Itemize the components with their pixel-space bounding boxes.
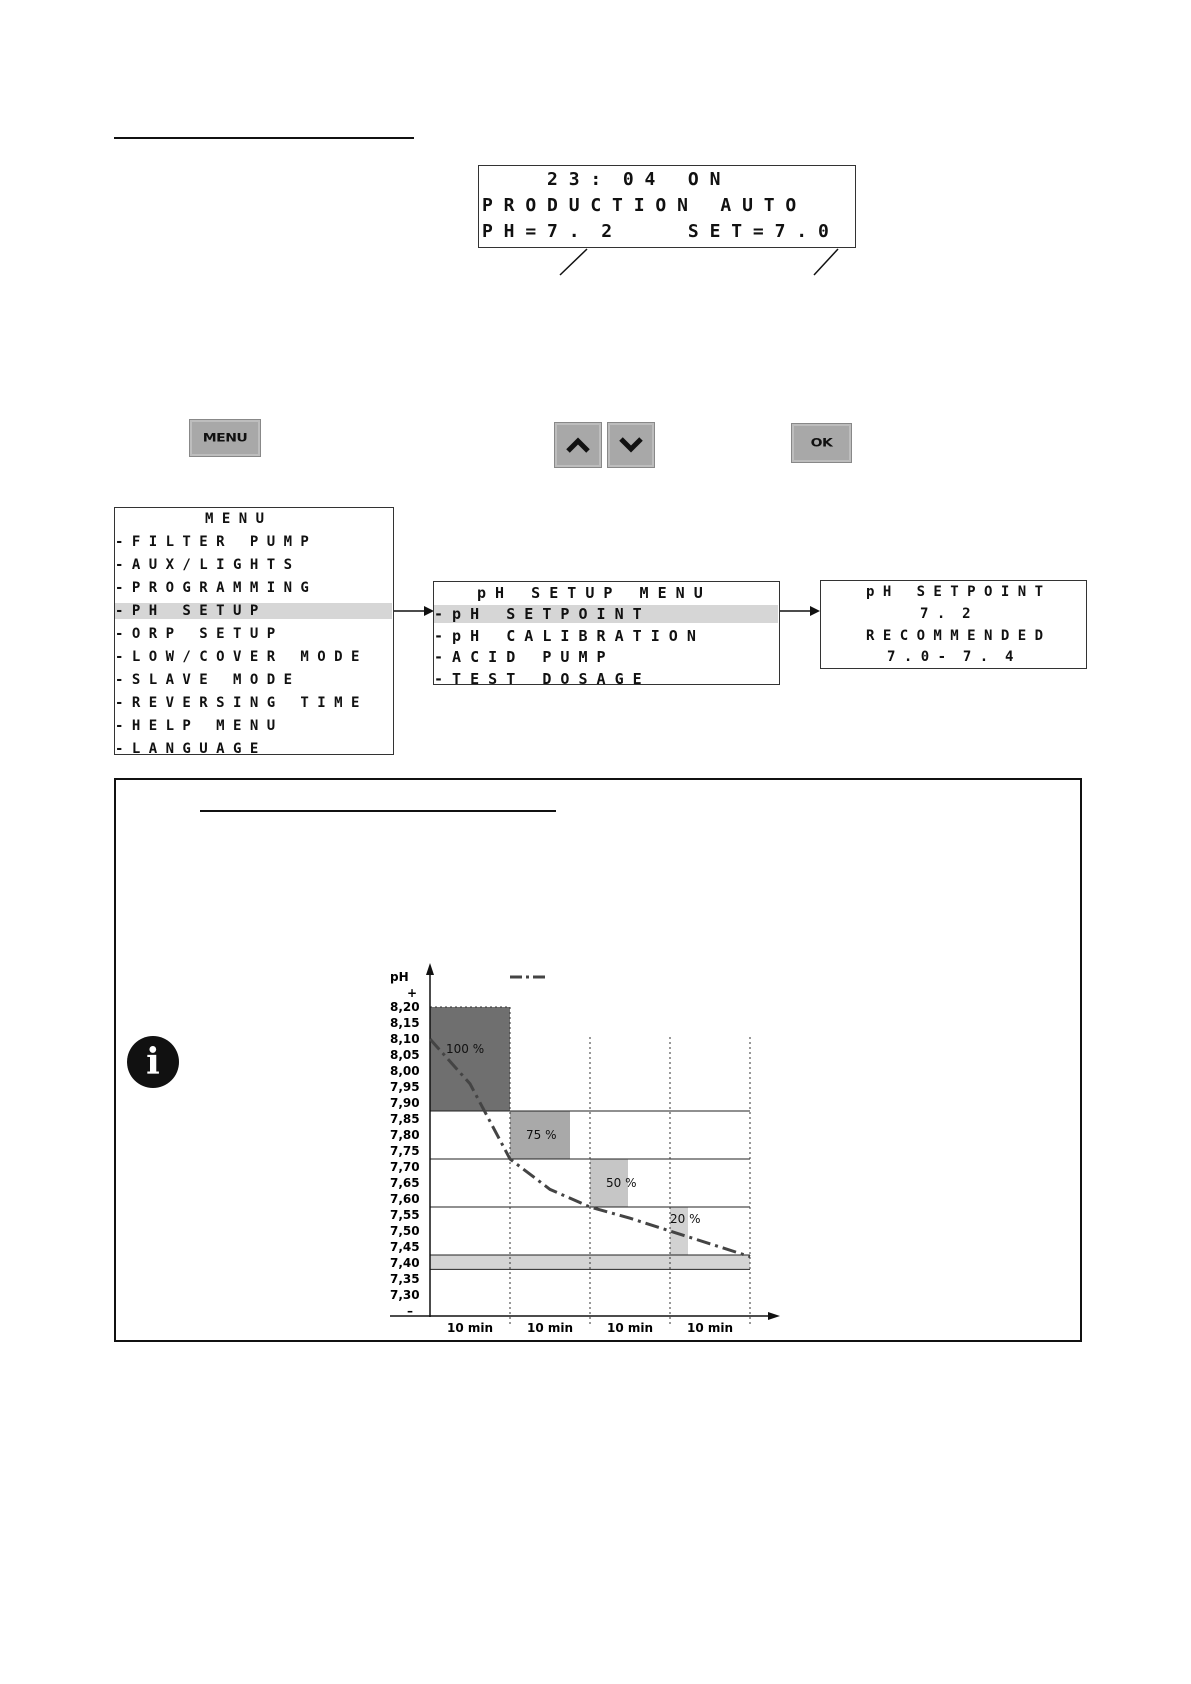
menu-button[interactable]: [189, 419, 261, 457]
menu-list-item[interactable]: - L O W / C O V E R M O D E: [115, 649, 360, 665]
ph-setup-list-item[interactable]: - A C I D P U M P: [434, 648, 606, 666]
y-tick-label: 7,35: [390, 1272, 420, 1286]
menu-list-item[interactable]: - L A N G U A G E: [115, 741, 259, 757]
down-button[interactable]: [607, 422, 655, 468]
y-tick-label: 7,85: [390, 1112, 420, 1126]
ph-setup-title: p H S E T U P M E N U: [477, 584, 703, 602]
y-axis-label: pH: [390, 970, 409, 984]
y-tick-label: 7,75: [390, 1144, 420, 1158]
menu-list-item[interactable]: - R E V E R S I N G T I M E: [115, 695, 360, 711]
y-tick-label: 8,20: [390, 1000, 420, 1014]
y-tick-label: 7,30: [390, 1288, 420, 1302]
chevron-up-icon: [564, 435, 592, 455]
ph-setup-list-item[interactable]: - T E S T D O S A G E: [434, 669, 642, 688]
y-tick-label: 7,90: [390, 1096, 420, 1110]
y-tick-label: 7,50: [390, 1224, 420, 1238]
dosage-label: 100 %: [446, 1042, 485, 1056]
menu-screen: [114, 507, 394, 755]
x-tick-label: 10 min: [686, 1321, 734, 1335]
dosage-bar: [430, 1007, 510, 1111]
y-tick-label: 7,95: [390, 1080, 420, 1094]
menu-list-item[interactable]: - S L A V E M O D E: [115, 672, 293, 688]
y-tick-label: 8,00: [390, 1064, 420, 1078]
dosage-label: 75 %: [526, 1128, 557, 1142]
ph-setup-list-item[interactable]: - p H C A L I B R A T I O N: [434, 626, 696, 645]
y-tick-label: 7,70: [390, 1160, 420, 1174]
setpoint-title: p H S E T P O I N T: [866, 584, 1044, 600]
menu-button-label: MENU: [202, 431, 248, 445]
y-tick-label: 7,40: [390, 1256, 420, 1270]
x-axis-arrow: [768, 1312, 780, 1320]
y-axis-arrow: [426, 963, 434, 975]
ph-setup-list-item[interactable]: - p H S E T P O I N T: [434, 605, 778, 623]
x-tick-label: 10 min: [526, 1321, 574, 1335]
y-plus-label: +: [407, 986, 418, 1000]
y-tick-label: 7,45: [390, 1240, 420, 1254]
info-box-rule: [200, 810, 556, 812]
y-tick-label: 8,10: [390, 1032, 420, 1046]
info-icon: i: [127, 1036, 179, 1088]
arrow-to-ph-setup: [394, 603, 434, 619]
menu-list-item[interactable]: - P H S E T U P: [115, 603, 392, 619]
x-tick-label: 10 min: [606, 1321, 654, 1335]
arrow-to-setpoint: [780, 603, 820, 619]
recommended-label: R E C O M M E N D E D: [866, 628, 1044, 644]
y-tick-label: 7,65: [390, 1176, 420, 1190]
display-mode-line: P R O D U C T I O N A U T O: [482, 195, 797, 216]
y-tick-label: 7,60: [390, 1192, 420, 1206]
menu-list-item[interactable]: - P R O G R A M M I N G: [115, 580, 309, 596]
ph-setup-screen: [433, 581, 780, 688]
section-rule: [114, 137, 414, 139]
y-tick-label: 7,55: [390, 1208, 420, 1222]
ok-button-label: OK: [810, 436, 833, 450]
dosage-label: 20 %: [670, 1212, 701, 1226]
menu-list-item[interactable]: - H E L P M E N U: [115, 718, 276, 734]
chevron-down-icon: [617, 435, 645, 455]
main-status-display: [478, 165, 856, 248]
menu-list-item[interactable]: - A U X / L I G H T S: [115, 557, 293, 573]
ph-dosage-chart: [380, 955, 900, 1335]
up-button[interactable]: [554, 422, 602, 468]
dosage-label: 50 %: [606, 1176, 637, 1190]
y-minus-label: –: [407, 1304, 413, 1318]
display-time-line: 2 3 : 0 4 O N: [482, 169, 721, 190]
recommended-range: 7 . 0 - 7 . 4: [887, 649, 1014, 665]
menu-list-item[interactable]: - O R P S E T U P: [115, 626, 276, 642]
menu-list-item[interactable]: - F I L T E R P U M P: [115, 534, 309, 550]
x-tick-label: 10 min: [446, 1321, 494, 1335]
y-tick-label: 8,15: [390, 1016, 420, 1030]
menu-title: M E N U: [205, 511, 265, 527]
pointer-lines: [540, 240, 860, 280]
display-ph-line: P H = 7 . 2 S E T = 7 . 0: [482, 221, 829, 242]
y-tick-label: 8,05: [390, 1048, 420, 1062]
ok-button[interactable]: [791, 423, 852, 463]
y-tick-label: 7,80: [390, 1128, 420, 1142]
ph-setpoint-screen: [820, 580, 1087, 669]
set-pointer-line: [814, 249, 838, 275]
setpoint-value: 7 . 2: [920, 606, 971, 622]
ph-pointer-line: [560, 249, 587, 275]
